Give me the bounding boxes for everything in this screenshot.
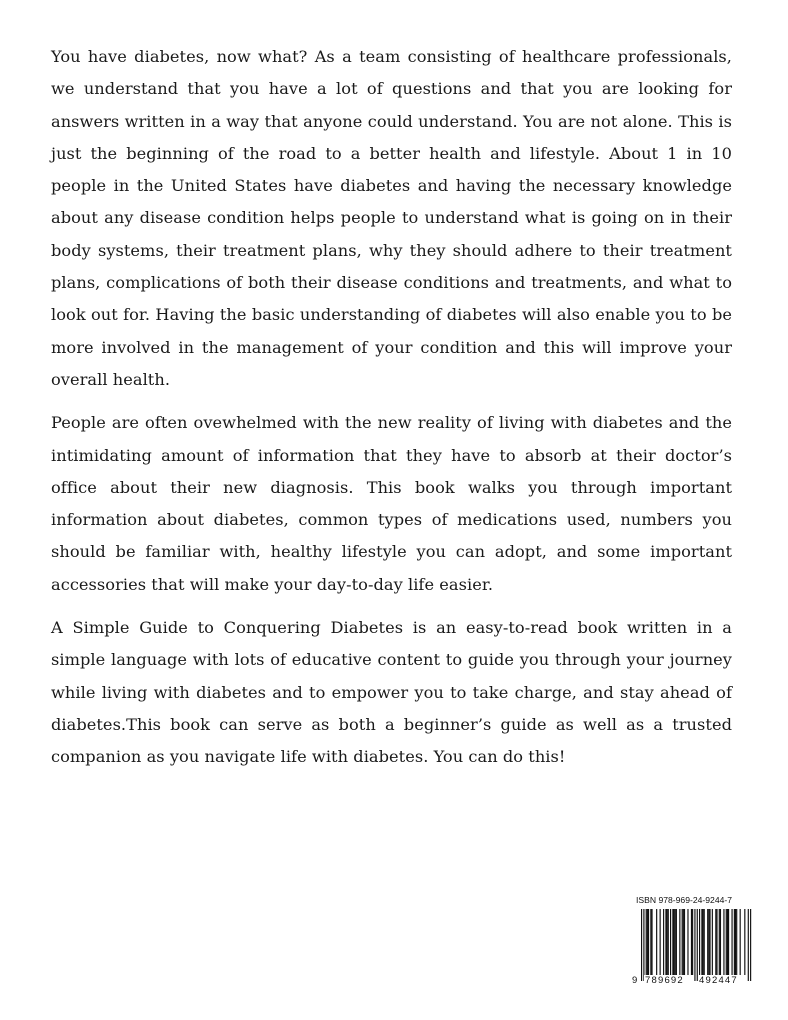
barcode-bar <box>667 909 668 975</box>
barcode-bar <box>668 909 669 975</box>
barcode-bars <box>632 909 758 983</box>
barcode-bar <box>731 909 732 975</box>
paragraph-book-summary: A Simple Guide to Conquering Diabetes is an easy-to-read book written in a simple language with lots of educative content to guide you through your journey while living with diabetes and to empower you to take charge, and stay ahead of diabetes.This book can serve as both a beginner’s guide as well as a trusted companion as you navigate life with diabetes. You can do this! <box>51 618 732 767</box>
barcode-bar <box>701 909 702 975</box>
barcode-bar <box>660 909 661 975</box>
barcode-bar <box>672 909 673 975</box>
barcode-bar <box>684 909 685 975</box>
barcode-bar <box>641 909 642 981</box>
barcode-bar <box>728 909 729 975</box>
barcode-bar <box>694 909 695 981</box>
barcode-bar <box>647 909 648 975</box>
barcode-bar <box>650 909 651 975</box>
isbn-barcode <box>632 889 758 994</box>
barcode-bar <box>719 909 720 975</box>
barcode-bar <box>682 909 683 975</box>
barcode-bar <box>692 909 693 975</box>
barcode-right-digits: 492447 <box>699 975 738 986</box>
barcode-first-digit: 9 <box>632 975 638 986</box>
barcode-bar <box>702 909 703 975</box>
barcode-bar <box>734 909 735 975</box>
barcode-bar <box>676 909 677 975</box>
barcode-bar <box>736 909 737 975</box>
barcode-bar <box>704 909 705 975</box>
barcode-bar <box>716 909 717 975</box>
barcode-bar <box>675 909 676 975</box>
barcode-bar <box>656 909 657 975</box>
paragraph-intro: You have diabetes, now what? As a team consisting of healthcare professionals, we understand that you have a lot of questions and that you are looking for answers written in a way that anyone could understand. You are not alone. This is just the beginning of the road to a better health and lifestyle. About 1 in 10 people in the United States have diabetes and having the necessary knowledge about any disease condition helps people to understand what is going on in their body systems, their treatment plans, why they should adhere to their treatment plans, complications of both their disease conditions and treatments, and what to look out for. Having the basic understanding of diabetes will also enable you to be more involved in the management of your condition and this will improve your overall health. <box>51 47 732 389</box>
barcode-bar <box>735 909 736 975</box>
barcode-bar <box>648 909 649 975</box>
isbn-label: ISBN 978-969-24-9244-7 <box>636 895 733 905</box>
barcode-bar <box>683 909 684 975</box>
barcode-bar <box>643 909 644 981</box>
barcode-bar <box>651 909 652 975</box>
barcode-bar <box>697 909 698 981</box>
barcode-bar <box>715 909 716 975</box>
barcode-bar <box>673 909 674 975</box>
barcode-bar <box>750 909 751 981</box>
barcode-bar <box>709 909 710 975</box>
barcode-bar <box>646 909 647 975</box>
barcode-bar <box>720 909 721 975</box>
barcode-bar <box>748 909 749 981</box>
barcode-bar <box>740 909 741 975</box>
barcode-bar <box>744 909 745 975</box>
barcode-bar <box>723 909 724 975</box>
back-cover-text <box>51 41 732 785</box>
paragraph-book-overview: People are often ovewhelmed with the new reality of living with diabetes and the intimidating amount of information that they have to absorb at their doctor’s office about their new diagnosis. This book walks you through important information about diabetes, common types of medications used, numbers you should be familiar with, healthy lifestyle you can adopt, and some important accessories that will make your day-to-day life easier. <box>51 413 732 594</box>
barcode-bar <box>687 909 688 975</box>
barcode-left-digits: 789692 <box>645 975 684 986</box>
barcode-bar <box>679 909 680 975</box>
barcode-bar <box>665 909 666 975</box>
barcode-bar <box>712 909 713 975</box>
barcode-bar <box>726 909 727 975</box>
barcode-bar <box>691 909 692 975</box>
barcode-bar <box>699 909 700 975</box>
barcode-bar <box>727 909 728 975</box>
barcode-bar <box>663 909 664 975</box>
barcode-bar <box>707 909 708 975</box>
barcode-bar <box>670 909 671 975</box>
barcode-bar <box>708 909 709 975</box>
